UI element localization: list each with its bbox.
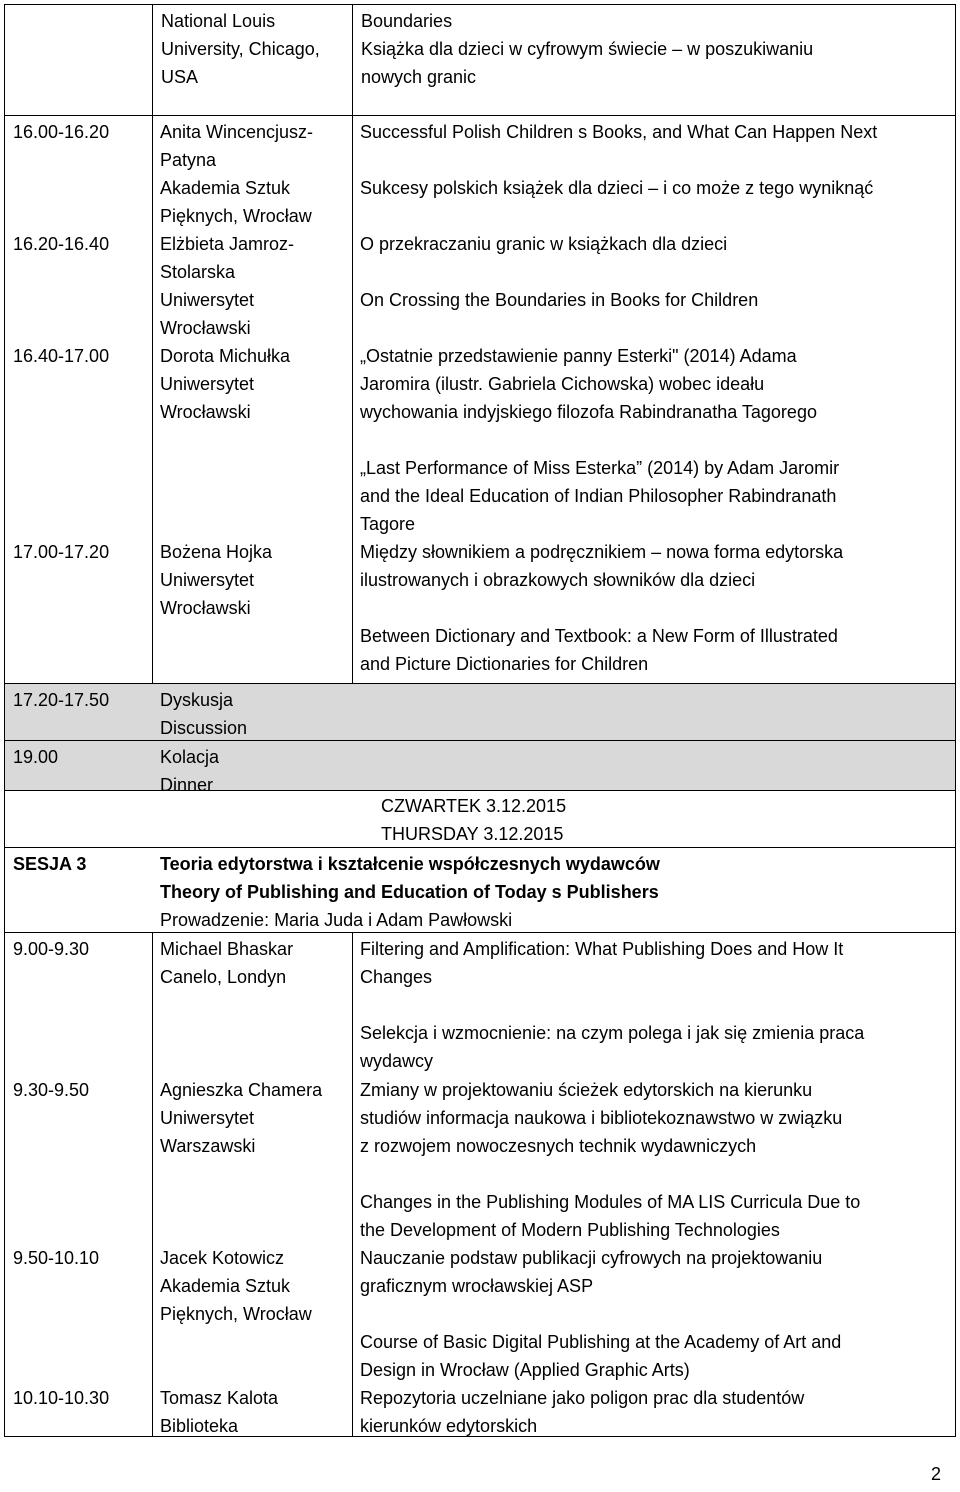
- session-title-en: Theory of Publishing and Education of Today s Publishers: [160, 882, 659, 902]
- text-line: Bożena Hojka: [160, 542, 273, 562]
- text-line: the Development of Modern Publishing Technologies: [360, 1220, 780, 1240]
- text-line: 16.00-16.20: [13, 122, 110, 142]
- text-line: Nauczanie podstaw publikacji cyfrowych na projektowaniu: [360, 1248, 823, 1268]
- text-line: Uniwersytet: [160, 1108, 255, 1128]
- text-line: Między słownikiem a podręcznikiem – nowa forma edytorska: [360, 542, 844, 562]
- session-block-afternoon: [4, 115, 956, 683]
- text-line: Filtering and Amplification: What Publishing Does and How It: [360, 939, 844, 959]
- text-line: and Picture Dictionaries for Children: [360, 654, 649, 674]
- talk-title-line: Boundaries: [361, 11, 453, 31]
- page-number: 2: [931, 1464, 942, 1484]
- text-line: Anita Wincencjusz-: [160, 122, 314, 142]
- row-dinner: [4, 740, 956, 795]
- text-line: Akademia Sztuk: [160, 1276, 291, 1296]
- discussion-label: [152, 684, 352, 742]
- time-9-50: [5, 1242, 152, 1272]
- speaker-s1: [152, 116, 352, 230]
- program-page: [4, 4, 956, 1437]
- text-line: Zmiany w projektowaniu ścieżek edytorskich na kierunku: [360, 1080, 813, 1100]
- text-line: wychowania indyjskiego filozofa Rabindranatha Tagorego: [360, 402, 817, 422]
- text-line: Pięknych, Wrocław: [160, 206, 312, 226]
- time-16-40: [5, 340, 152, 370]
- session-block-morning: [4, 932, 956, 1437]
- day-header-pl: CZWARTEK 3.12.2015: [381, 796, 567, 816]
- text-line: Kolacja: [160, 747, 220, 767]
- row-session-3-header: [4, 847, 956, 932]
- text-line: studiów informacja naukowa i bibliotekoznawstwo w związku: [360, 1108, 843, 1128]
- text-line: 16.40-17.00: [13, 346, 110, 366]
- title-s1: [352, 116, 957, 202]
- time-9-00: [5, 933, 152, 963]
- row-continuation: [4, 4, 956, 115]
- time-17-20: [5, 684, 152, 714]
- text-line: Jaromira (ilustr. Gabriela Cichowska) wobec ideału: [360, 374, 765, 394]
- talk-title-line: Książka dla dzieci w cyfrowym świecie – w poszukiwaniu: [361, 39, 814, 59]
- text-line: Biblioteka: [160, 1416, 239, 1436]
- text-line: Dinner: [160, 775, 214, 795]
- talk-title-en: On Crossing the Boundaries in Books for Children: [360, 290, 759, 310]
- speaker-s2: [152, 228, 352, 342]
- time-16-00: [5, 116, 152, 146]
- text-line: Warszawski: [160, 1136, 256, 1156]
- text-line: Michael Bhaskar: [160, 939, 294, 959]
- text-line: Patyna: [160, 150, 217, 170]
- text-line: z rozwojem nowoczesnych technik wydawniczych: [360, 1136, 757, 1156]
- text-line: Uniwersytet: [160, 570, 255, 590]
- text-line: Wrocławski: [160, 598, 251, 618]
- text-line: Tomasz Kalota: [160, 1388, 279, 1408]
- text-line: Design in Wrocław (Applied Graphic Arts): [360, 1360, 690, 1380]
- text-line: Jacek Kotowicz: [160, 1248, 285, 1268]
- title-s2: [352, 228, 957, 314]
- text-line: 9.50-10.10: [13, 1248, 100, 1268]
- text-line: wydawcy: [360, 1051, 434, 1071]
- text-line: Uniwersytet: [160, 374, 255, 394]
- speaker-s3: [152, 340, 352, 426]
- title-s4: [352, 536, 957, 678]
- text-line: 16.20-16.40: [13, 234, 110, 254]
- title-cell: [352, 5, 957, 116]
- session-label: SESJA 3: [13, 854, 87, 874]
- text-line: Changes: [360, 967, 433, 987]
- time-9-30: [5, 1074, 152, 1104]
- affiliation-line: University, Chicago,: [161, 39, 320, 59]
- title-t3: [352, 1242, 957, 1384]
- text-line: Agnieszka Chamera: [160, 1080, 323, 1100]
- session-chairs: Prowadzenie: Maria Juda i Adam Pawłowski: [160, 910, 513, 930]
- text-line: Akademia Sztuk: [160, 178, 291, 198]
- time-16-20: [5, 228, 152, 258]
- text-line: Dorota Michułka: [160, 346, 291, 366]
- row-day-header: [4, 790, 956, 847]
- title-t2: [352, 1074, 957, 1244]
- text-line: 9.00-9.30: [13, 939, 90, 959]
- text-line: Canelo, Londyn: [160, 967, 287, 987]
- title-t1: [352, 933, 957, 1075]
- text-line: „Ostatnie przedstawienie panny Esterki" (2014) Adama: [360, 346, 797, 366]
- row-discussion: [4, 683, 956, 740]
- text-line: 19.00: [13, 747, 59, 767]
- text-line: Uniwersytet: [160, 290, 255, 310]
- speaker-t1: [152, 933, 352, 991]
- text-line: ilustrowanych i obrazkowych słowników dla dzieci: [360, 570, 756, 590]
- title-s3: [352, 340, 957, 538]
- time-17-00: [5, 536, 152, 566]
- text-line: 17.20-17.50: [13, 690, 110, 710]
- affiliation-line: National Louis: [161, 11, 276, 31]
- text-line: Changes in the Publishing Modules of MA LIS Curricula Due to: [360, 1192, 861, 1212]
- text-line: Discussion: [160, 718, 248, 738]
- text-line: 17.00-17.20: [13, 542, 110, 562]
- text-line: Tagore: [360, 514, 416, 534]
- text-line: graficznym wrocławskiej ASP: [360, 1276, 594, 1296]
- speaker-s4: [152, 536, 352, 622]
- text-line: 9.30-9.50: [13, 1080, 90, 1100]
- speaker-t3: [152, 1242, 352, 1328]
- session-title-pl: Teoria edytorstwa i kształcenie współczesnych wydawców: [160, 854, 660, 874]
- text-line: Repozytoria uczelniane jako poligon prac dla studentów: [360, 1388, 805, 1408]
- text-line: Elżbieta Jamroz-: [160, 234, 295, 254]
- text-line: Between Dictionary and Textbook: a New Form of Illustrated: [360, 626, 838, 646]
- text-line: Pięknych, Wrocław: [160, 1304, 312, 1324]
- affiliation-line: USA: [161, 67, 199, 87]
- text-line: Course of Basic Digital Publishing at the Academy of Art and: [360, 1332, 842, 1352]
- time-19-00: [5, 741, 152, 771]
- text-line: Wrocławski: [160, 402, 251, 422]
- text-line: and the Ideal Education of Indian Philosopher Rabindranath: [360, 486, 837, 506]
- speaker-column-divider: [152, 933, 352, 1437]
- day-header-en: THURSDAY 3.12.2015: [381, 824, 564, 844]
- affiliation-cell: [152, 5, 352, 116]
- time-10-10: [5, 1382, 152, 1412]
- talk-title-pl: Sukcesy polskich książek dla dzieci – i co może z tego wyniknąć: [360, 178, 874, 198]
- session-title: [152, 848, 957, 934]
- talk-title-line: nowych granic: [361, 67, 477, 87]
- talk-title-en: Successful Polish Children s Books, and What Can Happen Next: [360, 122, 878, 142]
- text-line: kierunków edytorskich: [360, 1416, 538, 1436]
- talk-title-pl: O przekraczaniu granic w książkach dla dzieci: [360, 234, 728, 254]
- speaker-t2: [152, 1074, 352, 1160]
- speaker-t4: [152, 1382, 352, 1440]
- text-line: Wrocławski: [160, 318, 251, 338]
- text-line: Dyskusja: [160, 690, 234, 710]
- text-line: Selekcja i wzmocnienie: na czym polega i jak się zmienia praca: [360, 1023, 865, 1043]
- text-line: 10.10-10.30: [13, 1388, 110, 1408]
- text-line: „Last Performance of Miss Esterka” (2014) by Adam Jaromir: [360, 458, 840, 478]
- text-line: Stolarska: [160, 262, 236, 282]
- title-t4: [352, 1382, 957, 1440]
